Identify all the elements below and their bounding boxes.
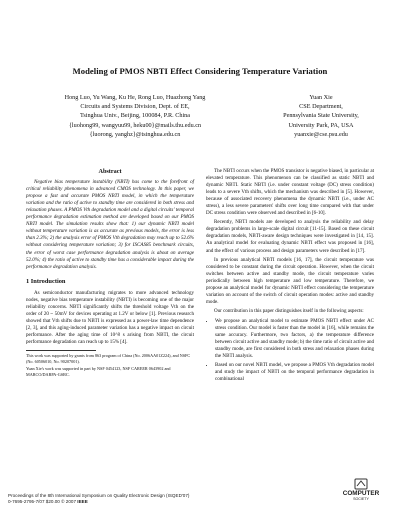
- author-affiliation-1: Circuits and Systems Division, Dept. of EE,: [80, 103, 190, 111]
- paper-title: Modeling of PMOS NBTI Effect Considering Temperature Variation: [72, 66, 328, 76]
- author-email-right: yuanxie@cse.psu.edu: [294, 130, 348, 138]
- section-1-heading: 1 Introduction: [26, 277, 66, 285]
- computer-society-logo: [338, 478, 384, 501]
- footer-isbn: 0-7695-2795-7/07 $20.00 © 2007: [8, 498, 77, 504]
- contribution-item-2: • Based on our novel NBTI model, we propose a PMOS Vth degradation model and study the impact of NBTI on the temporal performance degradation in combinational: [215, 362, 374, 383]
- logo-text-computer: COMPUTER: [342, 490, 380, 497]
- author-location-right: University Park, PA, USA: [288, 121, 354, 129]
- intro-paragraph-1: As semiconductor manufacturing migrates to more advanced technology nodes, negative bias temperature instability (NBTI) is becoming one of the major reliability concerns. NBTI significantly shifts the threshold voltage Vth on the order of 20 ~ 50mV for devices operating at 1.2V or below [1]. Previous research showed that Vth shifts due to NBTI is expressed as a power-law time dependence [2, 3], and this aging-induced parameter variation has a negative impact on circuit performance. After the aging time of 10^8 s arising from NBTI, the circuit performance degradation can reach up to 15% [4].: [26, 289, 194, 346]
- left-column: [26, 168, 194, 377]
- footer-ieee: IEEE: [77, 498, 88, 504]
- footnote-2: Yuan Xie's work was supported in part by NSF 0454123, NSF CAREER 0643902 and MARCO/DARPA-GSRC.: [26, 366, 171, 377]
- author-name-right: Yuan Xie: [309, 94, 333, 101]
- contribution-item-1: • We propose an analytical model to estimate PMOS NBTI effect under AC stress condition. Our model is faster than the model in [16], while remains the same accuracy. Furthermore, two factors, a) the temperature difference between circuit active and standby mode; b) the time ratio of circuit active and standby mode, are first considered in both stress and relaxation phases during the NBTI analysis.: [215, 318, 374, 360]
- authors-left: [30, 93, 240, 139]
- authors-right: [262, 93, 380, 139]
- author-email-2: {luorong, yanghz}@tsinghua.edu.cn: [89, 130, 181, 138]
- right-paragraph-3: In previous analytical NBTI models [16, 17], the circuit temperature was considered to be constant during the circuit operation. However, when the circuit switches between active and standby mode, the circuit temperature varies periodically between high temperature and low temperature. Therefore, we propose an analytical model for dynamic NBTI effect considering the temperature variation on account of the switch of circuit operation modes: active and standby mode.: [206, 256, 374, 305]
- abstract-heading: Abstract: [98, 168, 122, 175]
- logo-text-society: SOCIETY: [353, 497, 369, 502]
- right-column: [206, 168, 374, 385]
- right-paragraph-2: Recently, NBTI models are developed to analysis the reliability and delay degradation problems in large-scale digital circuit [11-15]. Based on these circuit degradation models, NBTI-aware design techniques were investigated in [14, 15]. An analytical model for evaluating dynamic NBTI effect was proposed in [16], and the effect of various process and design parameters were described in [17].: [206, 219, 374, 254]
- contribution-list: [206, 318, 374, 383]
- author-affiliation-2: Tsinghua Univ., Beijing, 100084, P.R. China: [79, 112, 191, 120]
- author-dept-right: CSE Department,: [299, 103, 343, 111]
- footer-isbn-line: [8, 499, 308, 505]
- footer-proceedings: Proceedings of the 8th International Symposium on Quality Electronic Design (ISQED'07): [8, 493, 190, 498]
- author-names: Hong Luo, Yu Wang, Ku He, Rong Luo, Huazhong Yang: [64, 94, 206, 101]
- footnote-1: This work was supported by grants from 863 program of China (No. 2006AA01Z224), and NSFC (No. 60506010, No. 90207001).: [26, 353, 191, 364]
- right-paragraph-4: Our contribution in this paper distinguishes itself in the following aspects:: [214, 307, 364, 314]
- author-univ-right: Pennsylvania State University,: [283, 112, 359, 120]
- abstract-text: Negative bias temperature instability (NBTI) has come to the forefront of critical reliability phenomena in advanced CMOS technology. In this paper, we propose a fast and accurate PMOS NBTI model, in which the temperature variation and the ratio of active to standby time are considered in both stress and relaxation phases. A PMOS Vth degradation model and a digital circuits' temporal performance degradation estimation method are developed based on our PMOS NBTI model. The simulation results show that: 1) our dynamic NBTI model without temperature variation is as accurate as previous models, the error is less than 2.3%; 2) the analysis error of PMOS Vth degradation may reach up to 52.6% without considering temperature variation; 3) for ISCAS85 benchmark circuits, the error of worst case performance degradation analysis is about on average 52.0%; 4) the ratio of active to standby time has a considerable impact during the performance degradation analysis.: [26, 179, 194, 270]
- author-email-1: {luohong99, wangyuu99, heku00}@mails.thu.edu.cn: [68, 121, 202, 129]
- proceedings-footer: [8, 493, 308, 504]
- computer-society-emblem-icon: [354, 478, 368, 490]
- footnote-rule: [26, 350, 96, 351]
- right-paragraph-1: The NBTI occurs when the PMOS transistor is negative biased, in particular at elevated temperature. This phenomenon can be classified as static NBTI and dynamic NBTI. Static NBTI (i.e. under constant voltage (DC) stress condition) leads to a severe Vth shifts, which the mechanism was described in [5]. However, because of associated recovery phenomena the dynamic NBTI (i.e., under AC stress), a less severe parameters' shifts over long time compared with that under DC stress condition were observed and described in [6-10].: [206, 168, 374, 217]
